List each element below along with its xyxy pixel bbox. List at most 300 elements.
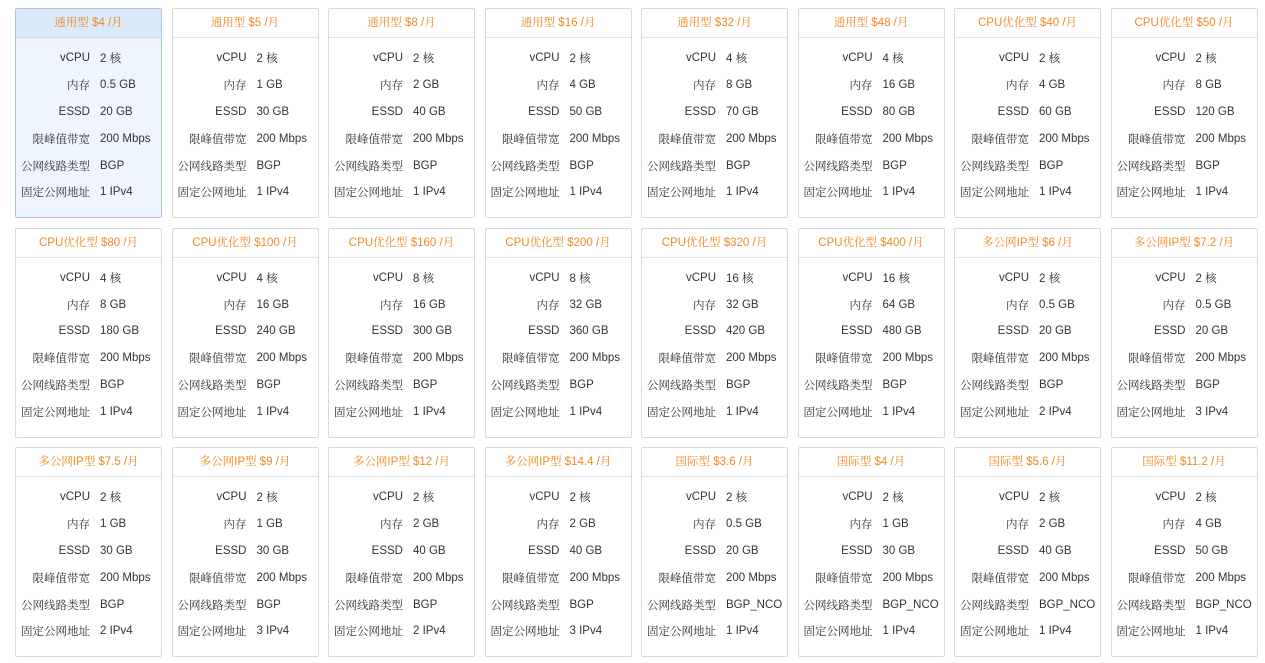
spec-label: ESSD [841, 105, 873, 118]
spec-value: 480 GB [882, 325, 922, 338]
spec-label: 固定公网地址 [960, 187, 1029, 200]
plan-title: 多公网IP型 $6 /月 [955, 229, 1100, 258]
spec-row-bandwidth [799, 345, 944, 372]
spec-label: ESSD [1154, 105, 1186, 118]
spec-row-vcpu [173, 484, 318, 511]
spec-row-bandwidth [1112, 564, 1257, 591]
spec-value: 2 核 [882, 492, 904, 505]
spec-label: 内存 [693, 519, 716, 532]
spec-row-line-type [642, 372, 787, 399]
plan-title: 通用型 $5 /月 [173, 9, 318, 38]
spec-row-ipv4 [955, 398, 1100, 425]
spec-label: 限峰值带宽 [1128, 133, 1186, 146]
spec-value: 200 Mbps [882, 571, 934, 584]
spec-value: 200 Mbps [726, 352, 777, 365]
spec-label: 固定公网地址 [177, 406, 247, 419]
spec-label: 公网线路类型 [803, 160, 873, 173]
plan-card[interactable] [1111, 447, 1258, 657]
spec-value: 300 GB [413, 325, 452, 338]
spec-label: 限峰值带宽 [658, 353, 716, 366]
spec-row-ipv4 [955, 618, 1100, 645]
spec-label: 内存 [1162, 299, 1186, 312]
plan-title: 国际型 $5.6 /月 [955, 448, 1100, 477]
spec-value: 40 GB [569, 544, 603, 557]
spec-row-essd [799, 318, 944, 345]
spec-label: ESSD [1154, 544, 1186, 557]
spec-label: 公网线路类型 [21, 160, 90, 173]
plan-spec-list [642, 38, 787, 206]
spec-row-essd [955, 538, 1100, 565]
plan-spec-list [486, 38, 631, 206]
plan-card[interactable] [1111, 228, 1258, 438]
spec-label: vCPU [59, 491, 90, 504]
spec-value: 2 核 [413, 53, 435, 66]
spec-value: BGP_NCO [1195, 598, 1252, 611]
spec-value: 200 Mbps [413, 571, 464, 584]
spec-row-ipv4 [486, 398, 631, 425]
spec-label: vCPU [998, 52, 1029, 65]
spec-row-vcpu [173, 45, 318, 72]
plan-spec-list [955, 38, 1100, 206]
spec-label: vCPU [529, 271, 560, 284]
spec-label: 固定公网地址 [960, 626, 1029, 639]
spec-row-bandwidth [329, 345, 474, 372]
spec-label: ESSD [371, 325, 403, 338]
spec-value: 4 GB [1039, 79, 1066, 92]
spec-value: 200 Mbps [100, 571, 151, 584]
spec-row-memory [642, 511, 787, 538]
plan-card[interactable] [328, 8, 475, 218]
spec-value: 1 GB [256, 518, 283, 531]
spec-row-ipv4 [16, 179, 161, 206]
plan-card[interactable] [485, 447, 632, 657]
spec-value: 1 IPv4 [100, 405, 133, 418]
spec-row-vcpu [955, 45, 1100, 72]
plan-spec-list [799, 38, 944, 206]
plan-title: CPU优化型 $40 /月 [955, 9, 1100, 38]
spec-label: 内存 [849, 80, 873, 93]
spec-value: 2 IPv4 [100, 625, 133, 638]
plan-card[interactable] [798, 447, 945, 657]
spec-value: 200 Mbps [100, 352, 151, 365]
spec-label: 公网线路类型 [334, 160, 403, 173]
plan-card[interactable] [172, 8, 319, 218]
spec-row-bandwidth [16, 345, 161, 372]
spec-label: 公网线路类型 [960, 380, 1029, 393]
spec-value: 120 GB [1195, 105, 1235, 118]
spec-value: 0.5 GB [100, 79, 136, 92]
spec-label: ESSD [1154, 325, 1186, 338]
spec-row-memory [486, 291, 631, 318]
spec-row-memory [1112, 511, 1257, 538]
spec-value: BGP [882, 159, 907, 172]
spec-value: 30 GB [100, 544, 133, 557]
spec-row-vcpu [955, 484, 1100, 511]
spec-row-line-type [1112, 591, 1257, 618]
spec-row-line-type [173, 372, 318, 399]
spec-row-memory [955, 72, 1100, 99]
spec-label: ESSD [997, 325, 1029, 338]
spec-value: 3 IPv4 [256, 625, 290, 638]
spec-value: BGP [1039, 159, 1064, 172]
spec-row-ipv4 [329, 179, 474, 206]
spec-label: 公网线路类型 [1116, 380, 1186, 393]
spec-label: 限峰值带宽 [971, 353, 1029, 366]
spec-label: 公网线路类型 [177, 380, 247, 393]
spec-label: 限峰值带宽 [345, 572, 403, 585]
spec-label: vCPU [685, 491, 716, 504]
spec-value: 20 GB [1039, 325, 1072, 338]
spec-row-memory [1112, 72, 1257, 99]
spec-row-memory [329, 72, 474, 99]
spec-value: BGP [100, 598, 125, 611]
spec-label: ESSD [684, 105, 716, 118]
spec-label: 限峰值带宽 [971, 572, 1029, 585]
spec-value: 2 核 [1195, 53, 1217, 66]
spec-label: vCPU [216, 491, 247, 504]
spec-label: ESSD [371, 544, 403, 557]
spec-row-memory [329, 511, 474, 538]
spec-value: 1 IPv4 [1195, 625, 1229, 638]
spec-value: BGP [1195, 159, 1220, 172]
spec-label: 固定公网地址 [803, 626, 873, 639]
spec-value: 30 GB [256, 544, 290, 557]
spec-value: 2 核 [1039, 53, 1061, 66]
plan-card[interactable] [15, 447, 162, 657]
spec-value: 1 GB [256, 79, 283, 92]
spec-row-bandwidth [955, 125, 1100, 152]
spec-value: 1 IPv4 [726, 405, 759, 418]
spec-label: 固定公网地址 [803, 187, 873, 200]
spec-value: 80 GB [882, 105, 916, 118]
plan-title: CPU优化型 $80 /月 [16, 229, 161, 258]
spec-label: 限峰值带宽 [502, 353, 560, 366]
spec-row-memory [173, 511, 318, 538]
spec-label: ESSD [58, 544, 90, 557]
plan-spec-list [799, 258, 944, 426]
spec-label: 限峰值带宽 [502, 133, 560, 146]
spec-row-memory [16, 291, 161, 318]
spec-value: 200 Mbps [256, 132, 308, 145]
plan-spec-list [955, 477, 1100, 645]
spec-label: 公网线路类型 [1116, 599, 1186, 612]
spec-label: vCPU [1155, 271, 1186, 284]
spec-row-line-type [486, 591, 631, 618]
spec-value: 16 核 [726, 272, 754, 285]
spec-label: vCPU [998, 491, 1029, 504]
spec-label: 限峰值带宽 [345, 133, 403, 146]
spec-row-ipv4 [1112, 179, 1257, 206]
spec-row-essd [329, 318, 474, 345]
spec-label: 公网线路类型 [1116, 160, 1186, 173]
plan-spec-list [642, 258, 787, 426]
spec-label: 内存 [67, 519, 90, 532]
spec-label: 固定公网地址 [334, 406, 403, 419]
plan-card[interactable] [172, 228, 319, 438]
spec-label: 限峰值带宽 [189, 353, 247, 366]
spec-value: 3 IPv4 [569, 625, 603, 638]
spec-value: 420 GB [726, 325, 765, 338]
spec-row-line-type [799, 591, 944, 618]
spec-row-bandwidth [955, 564, 1100, 591]
plan-spec-list [173, 477, 318, 645]
spec-label: 限峰值带宽 [32, 133, 90, 146]
spec-label: 固定公网地址 [490, 626, 560, 639]
spec-value: 2 核 [569, 492, 591, 505]
spec-row-bandwidth [642, 345, 787, 372]
spec-value: 1 IPv4 [256, 405, 290, 418]
plan-card[interactable] [954, 447, 1101, 657]
spec-row-vcpu [1112, 484, 1257, 511]
spec-label: 内存 [536, 299, 560, 312]
spec-row-essd [486, 538, 631, 565]
plan-card[interactable] [954, 228, 1101, 438]
spec-value: 8 GB [100, 298, 127, 311]
plan-card[interactable] [798, 8, 945, 218]
spec-label: 公网线路类型 [490, 160, 560, 173]
plan-spec-list [642, 477, 787, 645]
spec-row-line-type [173, 591, 318, 618]
plan-title: CPU优化型 $200 /月 [486, 229, 631, 258]
spec-row-essd [16, 538, 161, 565]
plan-spec-list [1112, 258, 1257, 426]
spec-row-essd [1112, 538, 1257, 565]
spec-value: 40 GB [413, 544, 446, 557]
spec-value: 2 核 [100, 492, 122, 505]
spec-label: 内存 [1006, 519, 1029, 532]
plan-card[interactable] [328, 447, 475, 657]
plan-card[interactable] [15, 8, 162, 218]
spec-value: BGP [882, 379, 907, 392]
plan-spec-list [329, 477, 474, 645]
spec-value: 2 IPv4 [1039, 405, 1072, 418]
spec-value: 200 Mbps [413, 352, 464, 365]
spec-row-essd [642, 318, 787, 345]
spec-row-ipv4 [642, 179, 787, 206]
spec-row-line-type [955, 591, 1100, 618]
spec-value: BGP [1039, 379, 1064, 392]
spec-value: 1 IPv4 [569, 405, 603, 418]
spec-row-vcpu [642, 265, 787, 292]
spec-value: 200 Mbps [726, 571, 777, 584]
spec-value: BGP [256, 159, 281, 172]
spec-row-essd [955, 99, 1100, 126]
plan-card[interactable] [954, 8, 1101, 218]
spec-value: 1 IPv4 [882, 186, 916, 199]
spec-value: 4 核 [726, 53, 748, 66]
spec-label: 内存 [1162, 519, 1186, 532]
spec-value: 50 GB [1195, 544, 1229, 557]
spec-row-ipv4 [642, 398, 787, 425]
plan-card[interactable] [1111, 8, 1258, 218]
spec-row-line-type [486, 152, 631, 179]
spec-label: 内存 [849, 299, 873, 312]
spec-value: 1 IPv4 [726, 186, 759, 199]
spec-label: 内存 [223, 519, 247, 532]
spec-value: 2 IPv4 [413, 625, 446, 638]
spec-value: 360 GB [569, 325, 609, 338]
spec-label: 限峰值带宽 [971, 133, 1029, 146]
spec-value: BGP [256, 598, 281, 611]
spec-value: 4 核 [256, 272, 278, 285]
spec-row-essd [173, 538, 318, 565]
spec-value: 2 核 [1039, 272, 1061, 285]
spec-label: 内存 [849, 519, 873, 532]
spec-row-bandwidth [642, 564, 787, 591]
spec-row-essd [173, 318, 318, 345]
spec-row-line-type [329, 372, 474, 399]
spec-row-essd [1112, 318, 1257, 345]
spec-row-bandwidth [799, 125, 944, 152]
spec-label: vCPU [842, 491, 873, 504]
spec-row-essd [642, 538, 787, 565]
spec-value: 180 GB [100, 325, 139, 338]
spec-row-vcpu [329, 45, 474, 72]
spec-value: BGP [413, 159, 438, 172]
spec-value: 200 Mbps [1195, 352, 1247, 365]
spec-row-essd [16, 99, 161, 126]
spec-row-vcpu [16, 265, 161, 292]
spec-value: BGP_NCO [1039, 598, 1096, 611]
plan-card[interactable] [641, 228, 788, 438]
spec-value: 200 Mbps [882, 132, 934, 145]
spec-row-memory [173, 291, 318, 318]
spec-row-bandwidth [173, 345, 318, 372]
spec-value: 16 GB [413, 298, 446, 311]
spec-value: 4 GB [1195, 518, 1222, 531]
plan-spec-list [173, 258, 318, 426]
plan-card[interactable] [485, 228, 632, 438]
spec-label: 公网线路类型 [334, 599, 403, 612]
spec-label: 内存 [693, 80, 716, 93]
spec-row-bandwidth [173, 564, 318, 591]
spec-label: 固定公网地址 [177, 626, 247, 639]
plan-spec-list [329, 38, 474, 206]
spec-value: 2 GB [1039, 518, 1066, 531]
spec-label: 固定公网地址 [490, 187, 560, 200]
spec-label: 公网线路类型 [490, 380, 560, 393]
plan-title: 通用型 $4 /月 [16, 9, 161, 38]
plan-title: 通用型 $48 /月 [799, 9, 944, 38]
spec-label: ESSD [528, 105, 560, 118]
spec-value: 1 GB [100, 518, 127, 531]
spec-value: 200 Mbps [413, 132, 464, 145]
plan-card[interactable] [485, 8, 632, 218]
spec-value: 20 GB [100, 105, 133, 118]
spec-value: 1 IPv4 [256, 186, 290, 199]
spec-label: vCPU [372, 271, 403, 284]
spec-row-essd [642, 99, 787, 126]
spec-row-ipv4 [1112, 618, 1257, 645]
spec-label: 限峰值带宽 [1128, 353, 1186, 366]
spec-label: 内存 [223, 299, 247, 312]
plan-spec-list [1112, 38, 1257, 206]
spec-label: 内存 [1006, 80, 1029, 93]
spec-value: 2 GB [569, 518, 596, 531]
spec-value: 1 IPv4 [882, 625, 916, 638]
plan-spec-list [955, 258, 1100, 426]
spec-label: ESSD [841, 325, 873, 338]
spec-label: 固定公网地址 [490, 406, 560, 419]
spec-label: 公网线路类型 [803, 380, 873, 393]
spec-value: 1 IPv4 [100, 186, 133, 199]
spec-row-ipv4 [329, 398, 474, 425]
plan-card[interactable] [798, 228, 945, 438]
spec-value: 0.5 GB [1195, 298, 1232, 311]
spec-label: vCPU [685, 271, 716, 284]
spec-row-ipv4 [16, 618, 161, 645]
spec-label: vCPU [529, 491, 560, 504]
spec-row-essd [486, 318, 631, 345]
spec-value: 0.5 GB [1039, 298, 1075, 311]
spec-value: 200 Mbps [1039, 352, 1090, 365]
spec-row-bandwidth [1112, 125, 1257, 152]
plan-title: 多公网IP型 $12 /月 [329, 448, 474, 477]
spec-value: 2 核 [1195, 272, 1217, 285]
plan-card[interactable] [15, 228, 162, 438]
spec-value: BGP [413, 598, 438, 611]
plan-card[interactable] [641, 447, 788, 657]
spec-value: BGP [413, 379, 438, 392]
spec-row-line-type [16, 152, 161, 179]
plan-spec-list [16, 477, 161, 645]
spec-value: 1 IPv4 [413, 405, 446, 418]
spec-label: vCPU [998, 271, 1029, 284]
spec-row-bandwidth [799, 564, 944, 591]
spec-label: ESSD [997, 544, 1029, 557]
spec-label: vCPU [1155, 491, 1186, 504]
spec-value: 200 Mbps [569, 132, 621, 145]
spec-label: 内存 [67, 80, 90, 93]
plan-title: 国际型 $11.2 /月 [1112, 448, 1257, 477]
spec-label: 固定公网地址 [21, 626, 90, 639]
spec-label: 公网线路类型 [647, 599, 716, 612]
plan-title: 国际型 $4 /月 [799, 448, 944, 477]
plan-title: 国际型 $3.6 /月 [642, 448, 787, 477]
spec-value: 16 GB [882, 79, 916, 92]
spec-label: ESSD [684, 325, 716, 338]
spec-value: 1 IPv4 [882, 405, 916, 418]
spec-label: ESSD [58, 325, 90, 338]
spec-label: 固定公网地址 [647, 626, 716, 639]
plan-card[interactable] [328, 228, 475, 438]
spec-row-line-type [799, 152, 944, 179]
spec-value: 200 Mbps [1039, 571, 1090, 584]
spec-value: 2 核 [413, 492, 435, 505]
spec-label: 固定公网地址 [334, 187, 403, 200]
plan-card[interactable] [172, 447, 319, 657]
plan-title: 通用型 $32 /月 [642, 9, 787, 38]
spec-value: BGP_NCO [882, 598, 939, 611]
spec-label: 限峰值带宽 [815, 353, 873, 366]
spec-value: 2 核 [726, 492, 748, 505]
spec-row-memory [642, 72, 787, 99]
plan-spec-list [329, 258, 474, 426]
spec-row-bandwidth [486, 564, 631, 591]
plan-card[interactable] [641, 8, 788, 218]
spec-value: 20 GB [726, 544, 759, 557]
spec-row-ipv4 [799, 179, 944, 206]
plan-grid [15, 8, 1258, 657]
spec-value: BGP [100, 379, 125, 392]
spec-value: BGP [726, 159, 751, 172]
spec-row-ipv4 [486, 179, 631, 206]
spec-row-essd [799, 99, 944, 126]
spec-value: 1 IPv4 [569, 186, 603, 199]
spec-label: 限峰值带宽 [658, 133, 716, 146]
spec-row-memory [955, 291, 1100, 318]
spec-row-line-type [16, 372, 161, 399]
